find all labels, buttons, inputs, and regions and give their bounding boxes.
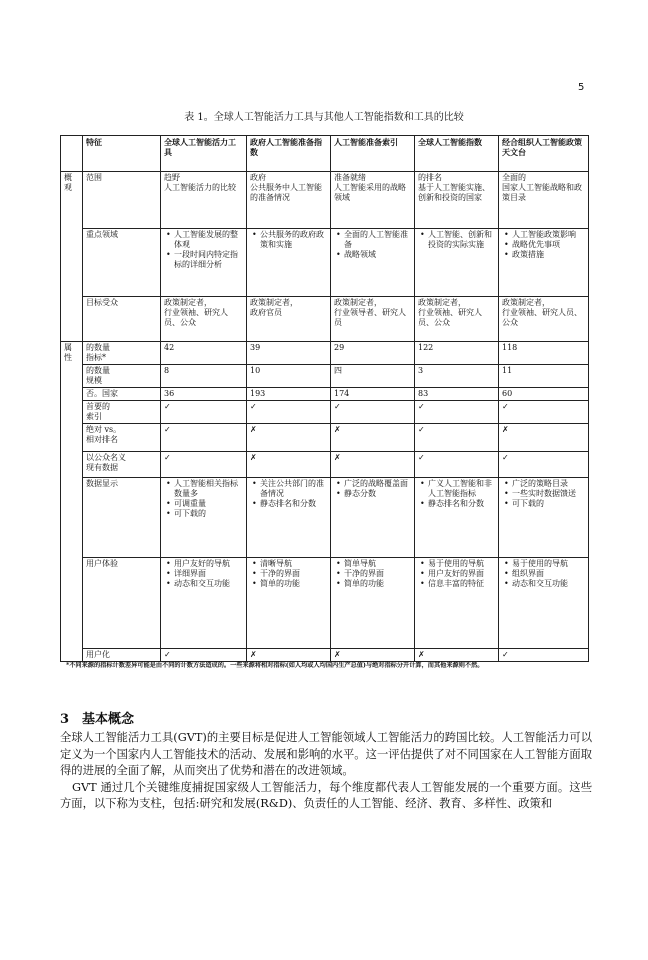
table-cell [331,558,415,649]
group-label-overview: 概观 [61,172,83,342]
bullet-list [164,230,243,270]
bullet-item: • 易于使用的导航 [428,559,495,569]
bullet-item: • 广泛的战略覆盖面 [344,479,411,489]
paragraph: 全球人工智能活力工具(GVT)的主要目标是促进人工智能领域人工智能活力的跨国比较。人工智能活力可以定义为一个国家内人工智能技术的活动、发展和影响的水平。这一评估提供了对不同国家在人工智能方面取得的进展的全面了解，从而突出了优势和潜在的改进领域。 [60,731,592,777]
bullet-list [334,479,411,499]
table-cell: 趋野 人工智能活力的比较 [161,172,247,229]
table-cell: ✗ [247,649,331,662]
table-cell: ✗ [331,649,415,662]
bullet-item: • 用户友好的导航 [174,559,243,569]
bullet-item: • 清晰导航 [260,559,327,569]
table-cell: ✗ [415,649,499,662]
feature-label: 否。国家 [83,388,161,401]
header-blank [61,136,83,172]
feature-label: 的数量 规模 [83,365,161,388]
table-cell: ✓ [161,452,247,478]
section-heading [60,708,134,727]
header-feature: 特征 [83,136,161,172]
table-row-ux [61,558,589,649]
table-footnote: *不同来源的指标计数差异可能是由不同的计数方法造成的。一些来源将相对指标(如人均或人均国内生产总值)与绝对指标分开计算，而其他来源则不然。 [66,662,484,669]
table-cell: 全面的 国家人工智能战略和政策目录 [499,172,589,229]
table-cell: ✓ [161,424,247,452]
feature-label: 用户化 [83,649,161,662]
bullet-item: • 人工智能相关指标数量多 [174,479,243,499]
table-cell: 83 [415,388,499,401]
table-cell: ✗ [331,452,415,478]
group-label-attributes: 属性 [61,342,83,662]
bullet-item: • 战略优先事项 [512,240,585,250]
bullet-item: • 人工智能政策影响 [512,230,585,240]
table-cell: ✓ [161,649,247,662]
table-cell [161,229,247,297]
bullet-item: • 简单导航 [344,559,411,569]
table-cell: 政策制定者， 行业领袖、研究人员、公众 [161,297,247,342]
table-cell: 42 [161,342,247,365]
table-row-indicators [61,342,589,365]
table-cell [247,478,331,558]
bullet-item: • 组织界面 [512,569,585,579]
paragraph: GVT 通过几个关键维度捕捉国家级人工智能活力，每个维度都代表人工智能发展的一个重要方面。这些方面，以下称为支柱，包括:研究和发展(R&D)、负责任的人工智能、经济、教育、多样性、政策和 [60,780,592,810]
bullet-item: • 静态排名和分数 [428,499,495,509]
feature-label: 绝对 vs。 相对排名 [83,424,161,452]
bullet-item: • 关注公共部门的准备情况 [260,479,327,499]
table-cell: 政策制定者， 政府官员 [247,297,331,342]
bullet-item: • 动态和交互功能 [512,579,585,589]
bullet-item: • 广泛的策略目录 [512,479,585,489]
bullet-item: • 简单的功能 [344,579,411,589]
table-cell: ✓ [161,401,247,424]
section-title: 基本概念 [82,712,135,727]
bullet-item: • 可调重量 [174,499,243,509]
feature-label: 的数量 指标* [83,342,161,365]
bullet-item: • 公共服务的政府政策和实施 [260,230,327,250]
bullet-item: • 广义人工智能和非人工智能指标 [428,479,495,499]
bullet-list [418,479,495,509]
table-row-countries [61,388,589,401]
table-cell: ✗ [331,424,415,452]
bullet-list [502,559,585,589]
bullet-item: • 易于使用的导航 [512,559,585,569]
bullet-item: • 静态分数 [344,489,411,499]
bullet-item: • 干净的界面 [260,569,327,579]
table-cell: 政策制定者， 行业领袖、研究人员、公众 [499,297,589,342]
table-cell: 60 [499,388,589,401]
table-cell: 政策制定者， 行业领导者、研究人员 [331,297,415,342]
feature-label: 首要的 索引 [83,401,161,424]
bullet-list [502,479,585,509]
table-cell [415,558,499,649]
table-row-primary-index [61,401,589,424]
comparison-table [60,135,589,662]
table-header-row [61,136,589,172]
bullet-item: • 静态排名和分数 [260,499,327,509]
table-cell [499,229,589,297]
page-number: 5 [578,82,585,93]
table-cell: 11 [499,365,589,388]
table-cell: 准备就绪 人工智能采用的战略领域 [331,172,415,229]
header-global-ai-index: 全球人工智能指数 [415,136,499,172]
bullet-item: • 简单的功能 [260,579,327,589]
table-cell [161,558,247,649]
table-cell: 122 [415,342,499,365]
table-caption: 表 1。全球人工智能活力工具与其他人工智能指数和工具的比较 [184,112,464,123]
table-cell: 3 [415,365,499,388]
table-cell [499,478,589,558]
bullet-list [418,230,495,250]
bullet-item: • 详细界面 [174,569,243,579]
bullet-item: • 动态和交互功能 [174,579,243,589]
table-cell: 39 [247,342,331,365]
table-row-audience [61,297,589,342]
bullet-item: • 用户友好的界面 [428,569,495,579]
table-cell: 29 [331,342,415,365]
feature-label: 用户体验 [83,558,161,649]
table-cell [415,478,499,558]
table-cell [331,478,415,558]
table-cell: 政府 公共服务中人工智能的准备情况 [247,172,331,229]
table-cell: ✓ [415,424,499,452]
bullet-list [164,479,243,519]
table-cell: ✗ [247,452,331,478]
header-oecd-observatory: 经合组织人工智能政策天文台 [499,136,589,172]
bullet-item: • 可下载的 [512,499,585,509]
table-cell: ✓ [499,401,589,424]
table-cell: ✓ [415,401,499,424]
table-cell: 174 [331,388,415,401]
bullet-item: • 战略领域 [344,250,411,260]
table-cell [247,229,331,297]
table-cell: ✗ [499,424,589,452]
bullet-item: • 政策措施 [512,250,585,260]
table-cell [499,558,589,649]
bullet-item: • 干净的界面 [344,569,411,579]
table-cell: ✓ [415,452,499,478]
table-cell: 8 [161,365,247,388]
bullet-item: • 人工智能、创新和投资的实际实施 [428,230,495,250]
bullet-list [334,559,411,589]
table-cell: ✓ [499,452,589,478]
table-cell: ✓ [247,401,331,424]
bullet-list [164,559,243,589]
header-gov-ai-readiness: 政府人工智能准备指数 [247,136,331,172]
table-cell: 政策制定者， 行业领袖、研究人员、公众 [415,297,499,342]
table-cell [331,229,415,297]
feature-label: 目标受众 [83,297,161,342]
table-cell: 10 [247,365,331,388]
table-cell: ✗ [247,424,331,452]
bullet-item: • 一些实时数据馈送 [512,489,585,499]
table-row-scale [61,365,589,388]
table-row-focus [61,229,589,297]
table-cell: 36 [161,388,247,401]
bullet-item: • 信息丰富的特征 [428,579,495,589]
table-cell: 118 [499,342,589,365]
bullet-list [250,230,327,250]
section-number: 3 [60,712,70,727]
bullet-list [250,559,327,589]
table-cell [161,478,247,558]
table-cell: ✓ [499,649,589,662]
table-cell: 193 [247,388,331,401]
bullet-list [418,559,495,589]
feature-label: 以公众名义 现有数据 [83,452,161,478]
table-cell: 的排名 基于人工智能实施、创新和投资的国家 [415,172,499,229]
header-ai-preparedness: 人工智能准备索引 [331,136,415,172]
bullet-item: • 全面的人工智能准备 [344,230,411,250]
section-body [60,730,592,813]
bullet-item: • 可下载的 [174,509,243,519]
feature-label: 数据显示 [83,478,161,558]
bullet-item: • 人工智能发展的整体观 [174,230,243,250]
bullet-list [250,479,327,509]
table-row-public-data [61,452,589,478]
table-row-data-display [61,478,589,558]
feature-label: 范围 [83,172,161,229]
feature-label: 重点领域 [83,229,161,297]
table-row-absolute-relative [61,424,589,452]
table-cell [247,558,331,649]
bullet-list [334,230,411,260]
bullet-item: • 一段时间内特定指标的详细分析 [174,250,243,270]
table-cell [415,229,499,297]
table-row-scope [61,172,589,229]
bullet-list [502,230,585,260]
table-cell: ✓ [331,401,415,424]
table-cell: 四 [331,365,415,388]
header-gvt: 全球人工智能活力工具 [161,136,247,172]
